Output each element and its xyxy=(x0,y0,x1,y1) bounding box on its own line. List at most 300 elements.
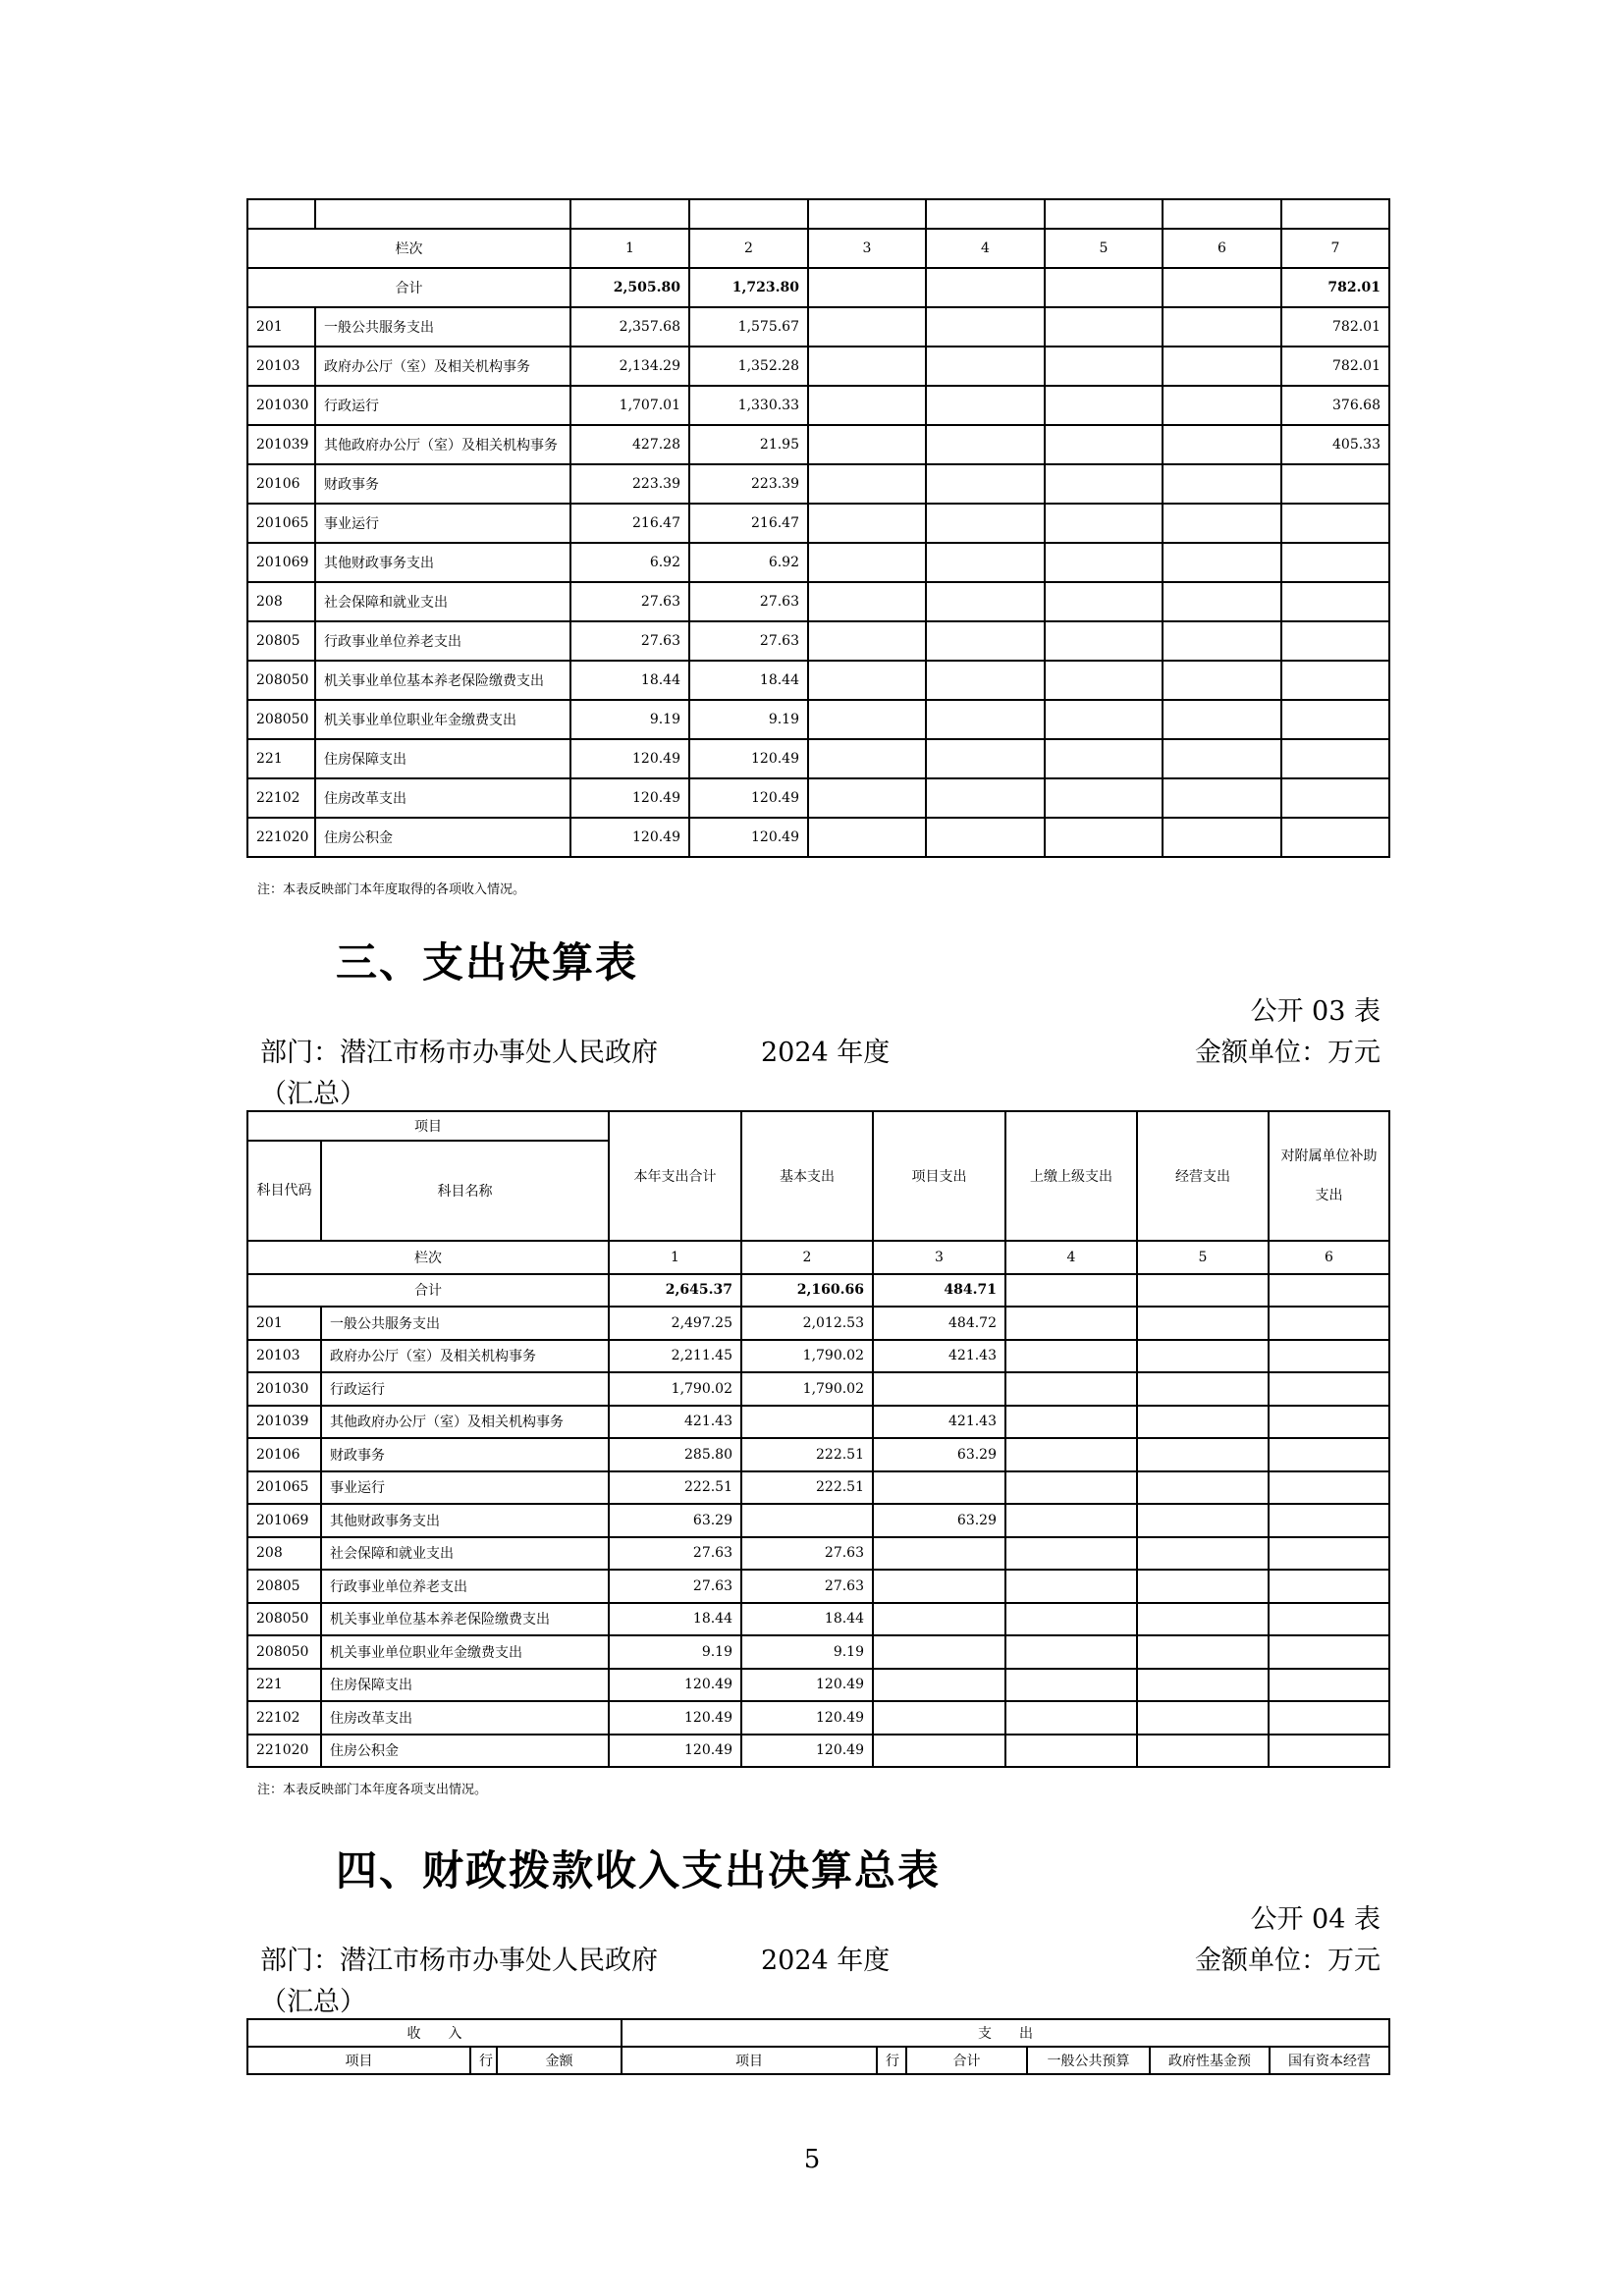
row-value xyxy=(808,621,926,661)
column-header: 本年支出合计 xyxy=(609,1111,741,1241)
row-value xyxy=(1137,1438,1269,1471)
row-name: 社会保障和就业支出 xyxy=(321,1537,609,1571)
table-row xyxy=(247,1307,1389,1340)
row-name: 机关事业单位职业年金缴费支出 xyxy=(321,1635,609,1669)
row-name: 其他财政事务支出 xyxy=(315,543,570,582)
table-row xyxy=(247,1372,1389,1406)
total-value: 782.01 xyxy=(1281,268,1389,307)
row-value xyxy=(926,818,1045,857)
row-value xyxy=(1045,818,1163,857)
total-value xyxy=(1163,268,1281,307)
row-value xyxy=(926,504,1045,543)
row-value: 21.95 xyxy=(689,425,808,464)
row-value: 120.49 xyxy=(570,778,689,818)
row-value xyxy=(1269,1340,1389,1373)
row-value: 27.63 xyxy=(570,621,689,661)
row-code: 221 xyxy=(247,1669,321,1702)
row-name: 住房保障支出 xyxy=(321,1669,609,1702)
row-value xyxy=(1005,1438,1137,1471)
row-value xyxy=(926,543,1045,582)
row-value xyxy=(1281,778,1389,818)
row-value xyxy=(1137,1701,1269,1735)
row-value: 405.33 xyxy=(1281,425,1389,464)
row-value: 2,134.29 xyxy=(570,347,689,386)
table-row xyxy=(247,1537,1389,1571)
row-value xyxy=(1163,504,1281,543)
row-value: 1,352.28 xyxy=(689,347,808,386)
row-name: 住房保障支出 xyxy=(315,739,570,778)
row-name: 住房改革支出 xyxy=(315,778,570,818)
row-value xyxy=(926,425,1045,464)
row-value xyxy=(1005,1603,1137,1636)
col-number: 6 xyxy=(1269,1241,1389,1274)
row-value: 427.28 xyxy=(570,425,689,464)
col-number: 1 xyxy=(609,1241,741,1274)
total-label: 合计 xyxy=(247,268,570,307)
row-value xyxy=(873,1372,1005,1406)
row-value xyxy=(808,464,926,504)
row-value xyxy=(1163,307,1281,347)
row-code: 201065 xyxy=(247,1471,321,1505)
table-row xyxy=(247,1635,1389,1669)
column-header: 上缴上级支出 xyxy=(1005,1111,1137,1241)
table2-note: 注：本表反映部门本年度各项支出情况。 xyxy=(257,1783,488,1797)
table-row xyxy=(247,386,1389,425)
row-value xyxy=(1005,1537,1137,1571)
row-name: 其他政府办公厅（室）及相关机构事务 xyxy=(321,1406,609,1439)
col-number: 6 xyxy=(1163,229,1281,268)
row-name: 住房公积金 xyxy=(321,1735,609,1768)
row-value xyxy=(1281,661,1389,700)
row-code: 221020 xyxy=(247,818,315,857)
row-value xyxy=(808,818,926,857)
row-value xyxy=(873,1735,1005,1768)
row-name: 住房改革支出 xyxy=(321,1701,609,1735)
row-value xyxy=(1281,700,1389,739)
row-value xyxy=(1281,621,1389,661)
col-number: 2 xyxy=(689,229,808,268)
row-name: 事业运行 xyxy=(321,1471,609,1505)
row-value xyxy=(1269,1471,1389,1505)
row-value xyxy=(926,700,1045,739)
total-value xyxy=(1045,268,1163,307)
row-value xyxy=(808,661,926,700)
row-value: 27.63 xyxy=(609,1537,741,1571)
row-value xyxy=(1137,1635,1269,1669)
table-row xyxy=(247,307,1389,347)
row-value: 1,790.02 xyxy=(741,1372,873,1406)
row-value: 63.29 xyxy=(609,1504,741,1537)
row-value xyxy=(1137,1340,1269,1373)
table-row xyxy=(247,1471,1389,1505)
section4-unit: 金额单位：万元 xyxy=(1195,1946,1380,1976)
row-value xyxy=(1005,1669,1137,1702)
col-number: 3 xyxy=(873,1241,1005,1274)
col-number: 4 xyxy=(926,229,1045,268)
section3-dept: 部门：潜江市杨市办事处人民政府 xyxy=(260,1038,658,1068)
table-row xyxy=(247,347,1389,386)
row-value xyxy=(1045,464,1163,504)
table-row xyxy=(247,621,1389,661)
row-value xyxy=(873,1537,1005,1571)
table-row xyxy=(247,1570,1389,1603)
table-row xyxy=(247,504,1389,543)
table-row xyxy=(247,818,1389,857)
column-header: 项目 xyxy=(247,2047,470,2074)
row-code: 20103 xyxy=(247,347,315,386)
row-value: 27.63 xyxy=(609,1570,741,1603)
row-value: 120.49 xyxy=(741,1669,873,1702)
row-value xyxy=(873,1635,1005,1669)
row-value: 1,790.02 xyxy=(741,1340,873,1373)
total-row xyxy=(247,1274,1389,1308)
total-value: 484.71 xyxy=(873,1274,1005,1308)
row-value xyxy=(1281,464,1389,504)
section3-summary: （汇总） xyxy=(260,1079,366,1109)
row-value: 2,497.25 xyxy=(609,1307,741,1340)
row-value xyxy=(1137,1406,1269,1439)
row-code: 201 xyxy=(247,307,315,347)
col-number: 5 xyxy=(1137,1241,1269,1274)
table-row xyxy=(247,1735,1389,1768)
table-row xyxy=(247,1340,1389,1373)
table-row xyxy=(247,1504,1389,1537)
row-value xyxy=(1005,1340,1137,1373)
row-value: 27.63 xyxy=(741,1570,873,1603)
table-row xyxy=(247,700,1389,739)
row-value: 120.49 xyxy=(689,778,808,818)
column-header: 合计 xyxy=(906,2047,1027,2074)
row-code: 201065 xyxy=(247,504,315,543)
row-name: 行政运行 xyxy=(315,386,570,425)
row-name: 政府办公厅（室）及相关机构事务 xyxy=(321,1340,609,1373)
row-value xyxy=(1281,504,1389,543)
column-header: 项目支出 xyxy=(873,1111,1005,1241)
row-code: 22102 xyxy=(247,778,315,818)
row-value xyxy=(926,778,1045,818)
column-header: 项目 xyxy=(622,2047,877,2074)
row-value: 120.49 xyxy=(570,739,689,778)
row-name: 机关事业单位职业年金缴费支出 xyxy=(315,700,570,739)
row-value xyxy=(1137,1504,1269,1537)
column-header: 基本支出 xyxy=(741,1111,873,1241)
row-value xyxy=(873,1701,1005,1735)
row-code: 201039 xyxy=(247,425,315,464)
row-value xyxy=(1269,1735,1389,1768)
row-value: 2,012.53 xyxy=(741,1307,873,1340)
row-name: 事业运行 xyxy=(315,504,570,543)
table-row xyxy=(247,464,1389,504)
row-value: 9.19 xyxy=(609,1635,741,1669)
row-value: 18.44 xyxy=(741,1603,873,1636)
row-value xyxy=(1163,543,1281,582)
row-value xyxy=(808,425,926,464)
section3-unit: 金额单位：万元 xyxy=(1195,1038,1380,1068)
row-value: 1,790.02 xyxy=(609,1372,741,1406)
row-value: 120.49 xyxy=(689,739,808,778)
column-header: 行 xyxy=(470,2047,497,2074)
row-value xyxy=(808,582,926,621)
total-value xyxy=(926,268,1045,307)
column-header: 金额 xyxy=(497,2047,622,2074)
row-value xyxy=(1269,1406,1389,1439)
row-value: 63.29 xyxy=(873,1438,1005,1471)
total-row xyxy=(247,268,1389,307)
row-code: 221020 xyxy=(247,1735,321,1768)
column-number-row xyxy=(247,229,1389,268)
row-value: 421.43 xyxy=(873,1340,1005,1373)
row-value xyxy=(1005,1471,1137,1505)
row-value xyxy=(1163,621,1281,661)
column-header: 一般公共预算 xyxy=(1027,2047,1150,2074)
row-value xyxy=(1269,1570,1389,1603)
table-header-row xyxy=(247,2019,1389,2047)
row-value: 63.29 xyxy=(873,1504,1005,1537)
fiscal-summary-table xyxy=(246,2018,1390,2075)
column-header: 行 xyxy=(877,2047,906,2074)
row-value: 120.49 xyxy=(609,1669,741,1702)
row-value xyxy=(926,307,1045,347)
row-code: 201030 xyxy=(247,386,315,425)
total-value xyxy=(1269,1274,1389,1308)
row-value xyxy=(926,661,1045,700)
row-value xyxy=(873,1669,1005,1702)
row-value xyxy=(808,386,926,425)
row-value xyxy=(1137,1570,1269,1603)
row-code: 201069 xyxy=(247,1504,321,1537)
row-name: 一般公共服务支出 xyxy=(315,307,570,347)
total-value: 2,160.66 xyxy=(741,1274,873,1308)
row-value xyxy=(1137,1537,1269,1571)
row-value: 27.63 xyxy=(689,621,808,661)
row-value: 222.51 xyxy=(609,1471,741,1505)
row-value: 782.01 xyxy=(1281,347,1389,386)
row-value: 1,707.01 xyxy=(570,386,689,425)
row-name: 行政运行 xyxy=(321,1372,609,1406)
row-value xyxy=(1045,621,1163,661)
section4-year: 2024 年度 xyxy=(761,1946,891,1976)
row-value xyxy=(808,700,926,739)
row-value: 120.49 xyxy=(741,1735,873,1768)
row-value: 222.51 xyxy=(741,1438,873,1471)
row-value xyxy=(1045,307,1163,347)
row-value xyxy=(873,1471,1005,1505)
row-code: 208050 xyxy=(247,700,315,739)
row-value: 782.01 xyxy=(1281,307,1389,347)
section3-year: 2024 年度 xyxy=(761,1038,891,1068)
row-code: 208 xyxy=(247,1537,321,1571)
row-value xyxy=(1269,1635,1389,1669)
row-value xyxy=(1163,818,1281,857)
row-value: 421.43 xyxy=(609,1406,741,1439)
row-name: 财政事务 xyxy=(315,464,570,504)
row-value xyxy=(873,1603,1005,1636)
row-value xyxy=(1163,347,1281,386)
col-number: 3 xyxy=(808,229,926,268)
table-row xyxy=(247,1669,1389,1702)
row-value xyxy=(1045,582,1163,621)
row-value: 223.39 xyxy=(689,464,808,504)
table-header-row xyxy=(247,2047,1389,2074)
row-value xyxy=(1269,1603,1389,1636)
section3-heading: 三、支出决算表 xyxy=(336,938,639,987)
row-code: 201069 xyxy=(247,543,315,582)
row-value xyxy=(1281,818,1389,857)
row-value xyxy=(1045,739,1163,778)
row-code: 201039 xyxy=(247,1406,321,1439)
row-code: 208050 xyxy=(247,1603,321,1636)
row-value: 9.19 xyxy=(689,700,808,739)
row-value: 216.47 xyxy=(570,504,689,543)
row-value xyxy=(1045,661,1163,700)
table-row xyxy=(247,778,1389,818)
row-name: 其他政府办公厅（室）及相关机构事务 xyxy=(315,425,570,464)
column-header: 经营支出 xyxy=(1137,1111,1269,1241)
row-value: 6.92 xyxy=(570,543,689,582)
row-value: 6.92 xyxy=(689,543,808,582)
column-header: 政府性基金预 xyxy=(1150,2047,1270,2074)
row-value xyxy=(1045,543,1163,582)
header-row-label: 栏次 xyxy=(247,1241,609,1274)
col-number: 2 xyxy=(741,1241,873,1274)
row-value: 18.44 xyxy=(609,1603,741,1636)
row-name: 社会保障和就业支出 xyxy=(315,582,570,621)
row-value xyxy=(1045,425,1163,464)
row-value xyxy=(1269,1307,1389,1340)
row-value xyxy=(1137,1603,1269,1636)
row-value xyxy=(1005,1504,1137,1537)
table1-note: 注：本表反映部门本年度取得的各项收入情况。 xyxy=(257,882,526,897)
page-number: 5 xyxy=(803,2145,821,2174)
row-value xyxy=(1137,1307,1269,1340)
row-name: 一般公共服务支出 xyxy=(321,1307,609,1340)
row-value: 222.51 xyxy=(741,1471,873,1505)
row-value xyxy=(1137,1372,1269,1406)
row-value xyxy=(1005,1635,1137,1669)
col-number: 1 xyxy=(570,229,689,268)
row-value xyxy=(1045,700,1163,739)
income-header: 收 入 xyxy=(247,2019,622,2047)
row-name: 其他财政事务支出 xyxy=(321,1504,609,1537)
row-code: 201030 xyxy=(247,1372,321,1406)
row-value xyxy=(1163,739,1281,778)
row-value: 18.44 xyxy=(689,661,808,700)
row-code: 208050 xyxy=(247,1635,321,1669)
expense-header: 支 出 xyxy=(622,2019,1389,2047)
row-value: 1,330.33 xyxy=(689,386,808,425)
row-value xyxy=(808,347,926,386)
row-value: 120.49 xyxy=(609,1701,741,1735)
row-value xyxy=(926,347,1045,386)
row-code: 208050 xyxy=(247,661,315,700)
row-value xyxy=(1269,1537,1389,1571)
row-value xyxy=(1163,778,1281,818)
row-value xyxy=(1269,1669,1389,1702)
table-row xyxy=(247,1603,1389,1636)
table-row xyxy=(247,543,1389,582)
row-value: 223.39 xyxy=(570,464,689,504)
row-name: 住房公积金 xyxy=(315,818,570,857)
table-row xyxy=(247,1406,1389,1439)
code-header: 科目代码 xyxy=(247,1141,321,1241)
row-value xyxy=(1045,386,1163,425)
row-code: 201 xyxy=(247,1307,321,1340)
row-value xyxy=(926,386,1045,425)
total-value xyxy=(1137,1274,1269,1308)
row-name: 行政事业单位养老支出 xyxy=(321,1570,609,1603)
row-name: 机关事业单位基本养老保险缴费支出 xyxy=(315,661,570,700)
row-name: 行政事业单位养老支出 xyxy=(315,621,570,661)
header-row-label: 栏次 xyxy=(247,229,570,268)
row-value xyxy=(1005,1701,1137,1735)
row-value xyxy=(1163,464,1281,504)
row-value: 120.49 xyxy=(609,1735,741,1768)
section3-form-no: 公开 03 表 xyxy=(1250,996,1380,1027)
row-value xyxy=(1005,1570,1137,1603)
row-value xyxy=(926,621,1045,661)
total-value: 2,645.37 xyxy=(609,1274,741,1308)
row-value: 120.49 xyxy=(689,818,808,857)
section4-dept: 部门：潜江市杨市办事处人民政府 xyxy=(260,1946,658,1976)
row-value: 484.72 xyxy=(873,1307,1005,1340)
row-value xyxy=(1269,1438,1389,1471)
row-value xyxy=(1163,582,1281,621)
row-name: 政府办公厅（室）及相关机构事务 xyxy=(315,347,570,386)
row-value xyxy=(1269,1372,1389,1406)
expenditure-table xyxy=(246,1110,1390,1768)
section4-summary: （汇总） xyxy=(260,1987,366,2017)
row-value xyxy=(1045,347,1163,386)
row-code: 20106 xyxy=(247,464,315,504)
row-code: 208 xyxy=(247,582,315,621)
row-value xyxy=(808,739,926,778)
row-code: 20805 xyxy=(247,621,315,661)
row-code: 20103 xyxy=(247,1340,321,1373)
row-value: 9.19 xyxy=(741,1635,873,1669)
row-value: 18.44 xyxy=(570,661,689,700)
row-value xyxy=(741,1504,873,1537)
row-value xyxy=(808,504,926,543)
row-value xyxy=(1137,1669,1269,1702)
row-value: 27.63 xyxy=(741,1537,873,1571)
row-value: 9.19 xyxy=(570,700,689,739)
table-row xyxy=(247,425,1389,464)
table-row xyxy=(247,661,1389,700)
col-number: 4 xyxy=(1005,1241,1137,1274)
row-value xyxy=(1269,1504,1389,1537)
row-code: 20106 xyxy=(247,1438,321,1471)
row-value xyxy=(1005,1735,1137,1768)
row-value xyxy=(1163,700,1281,739)
row-value: 27.63 xyxy=(570,582,689,621)
column-header: 国有资本经营 xyxy=(1270,2047,1389,2074)
column-header: 对附属单位补助支出 xyxy=(1269,1111,1389,1241)
row-value xyxy=(1137,1471,1269,1505)
table-row xyxy=(247,739,1389,778)
table-row xyxy=(247,1701,1389,1735)
row-value: 120.49 xyxy=(570,818,689,857)
row-value xyxy=(1163,425,1281,464)
section4-form-no: 公开 04 表 xyxy=(1250,1904,1380,1935)
total-value xyxy=(1005,1274,1137,1308)
row-value xyxy=(1045,778,1163,818)
row-value: 421.43 xyxy=(873,1406,1005,1439)
name-header: 科目名称 xyxy=(321,1141,609,1241)
row-value: 285.80 xyxy=(609,1438,741,1471)
row-value xyxy=(926,464,1045,504)
row-value xyxy=(1045,504,1163,543)
row-value xyxy=(741,1406,873,1439)
